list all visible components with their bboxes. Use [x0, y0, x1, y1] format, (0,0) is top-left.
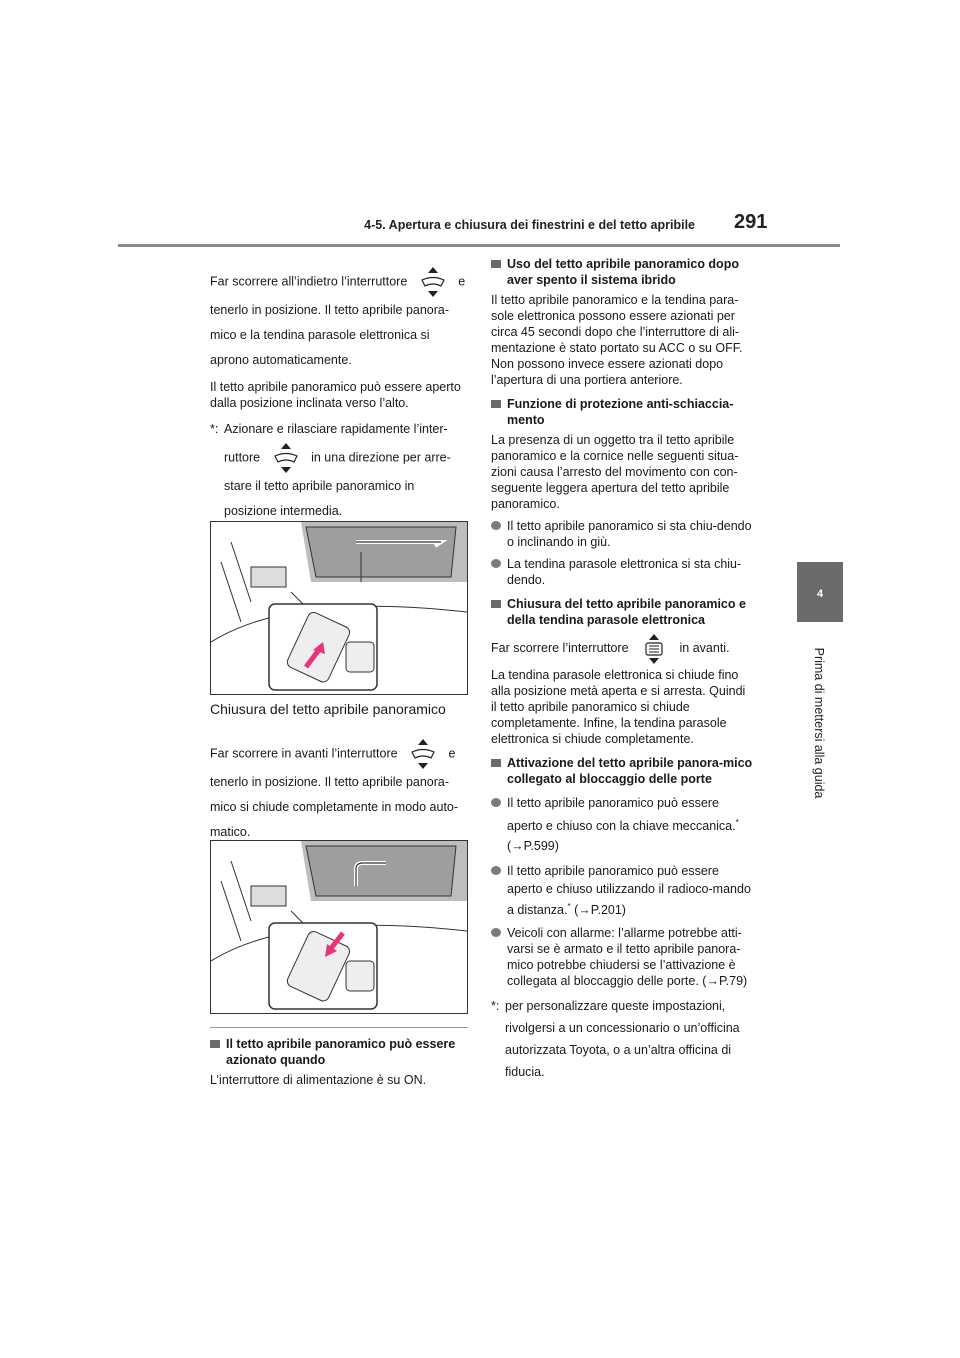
page-ref-link[interactable]: (→P.201): [574, 903, 626, 918]
list-item: Il tetto apribile panoramico si sta chiu-dendo o inclinando in giù.: [491, 518, 753, 550]
close-instruction: Far scorrere in avanti l’interruttore e tenerlo in posizione. Il tetto apribile panora-mico si chiude completamente in modo auto-matico.: [210, 738, 468, 845]
chapter-label-text: Prima di mettersi alla guida: [812, 647, 826, 799]
lock-heading: Attivazione del tetto apribile panora-mico collegato al bloccaggio delle porte: [491, 755, 753, 787]
left-column: [210, 266, 468, 524]
caption-close: Chiusura del tetto apribile panoramico: [210, 701, 446, 717]
heading-square-icon: [491, 400, 501, 408]
after-off-text: Il tetto apribile panoramico e la tendina para-sole elettronica possono essere azionati per circa 45 secondi dopo che l’interruttore di ali-mentazione è stato portato su ACC o su OFF. Non possono invece essere azionati dopo l’apertura di una portiera anteriore.: [491, 293, 743, 387]
list-item: Il tetto apribile panoramico può essere aperto e chiuso utilizzando il radioco-mando a distanza.* (→P.201): [491, 862, 753, 919]
pinch-heading: Funzione di protezione anti-schiaccia-mento: [491, 396, 753, 428]
footnote-customize: *: per personalizzare queste impostazioni, rivolgersi a un concessionario o un’officina autorizzata Toyota, o a un’altra officina di fiducia.: [491, 999, 740, 1080]
close-both-heading: Chiusura del tetto apribile panoramico e della tendina parasole elettronica: [491, 596, 753, 628]
section-title: 4-5. Apertura e chiusura dei finestrini e del tetto apribile: [364, 218, 695, 232]
page-ref-link[interactable]: (→P.79): [702, 974, 748, 989]
page-ref-link[interactable]: (→P.599): [507, 838, 559, 853]
illustration-close-roof: [210, 840, 468, 1014]
heading-square-icon: [210, 1040, 220, 1048]
operable-text: L’interruttore di alimentazione è su ON.: [210, 1073, 427, 1087]
heading-square-icon: [491, 600, 501, 608]
list-item: Veicoli con allarme: l’allarme potrebbe atti-varsi se è armato e il tetto apribile panora-mico potrebbe chiudersi se l’attivazione è collegata al bloccaggio delle porte. (→P.79): [491, 925, 753, 989]
list-item: Il tetto apribile panoramico può essere aperto e chiuso con la chiave meccanica.* (→P.599): [491, 793, 753, 856]
bullet-icon: [491, 798, 501, 807]
roof-switch-icon: [409, 738, 437, 770]
open-tilt-text: Il tetto apribile panoramico può essere aperto dalla posizione inclinata verso l’alto.: [210, 380, 461, 410]
heading-square-icon: [491, 759, 501, 767]
roof-switch-icon: [272, 442, 300, 474]
open-instruction: Far scorrere all’indietro l’interruttore e tenerlo in posizione. Il tetto apribile panora-mico e la tendina parasole elettronica si aprono automaticamente.: [210, 266, 468, 373]
bullet-icon: [491, 559, 501, 568]
shade-switch-icon: [640, 633, 668, 665]
close-both-instruction: Far scorrere l’interruttore in avanti.: [491, 632, 753, 665]
roof-switch-icon: [419, 266, 447, 298]
list-item: La tendina parasole elettronica si sta chiu-dendo.: [491, 556, 753, 588]
chapter-label: [808, 638, 830, 808]
page-number: 291: [734, 211, 768, 233]
bullet-icon: [491, 521, 501, 530]
right-column: [491, 256, 753, 1083]
chapter-number: 4: [816, 588, 824, 600]
heading-square-icon: [491, 260, 501, 268]
operable-section: [210, 1028, 468, 1088]
after-off-heading: Uso del tetto apribile panoramico dopo aver spento il sistema ibrido: [491, 256, 753, 288]
bullet-icon: [491, 928, 501, 937]
header-rule: [118, 244, 840, 247]
pinch-text: La presenza di un oggetto tra il tetto apribile panoramico e la cornice nelle seguenti situa-zioni causa l’arresto del movimento con con-seguente leggera apertura del tetto apribile panoramico.: [491, 433, 739, 511]
bullet-icon: [491, 866, 501, 875]
close-both-text: La tendina parasole elettronica si chiude fino alla posizione metà aperta e si arresta. Quindi il tetto apribile panoramico si chiude completamente. Infine, la tendina parasole elettronica si chiude completamente.: [491, 667, 746, 746]
chapter-tab: [797, 562, 843, 622]
close-instruction-block: [210, 738, 468, 845]
footnote-intermediate: *: Azionare e rilasciare rapidamente l’inter- ruttore in una direzione per arre- stare il tetto apribile panoramico in posizione intermedia.: [210, 422, 451, 518]
illustration-open-roof: [210, 521, 468, 695]
operable-heading: Il tetto apribile panoramico può essere azionato quando: [210, 1036, 468, 1068]
